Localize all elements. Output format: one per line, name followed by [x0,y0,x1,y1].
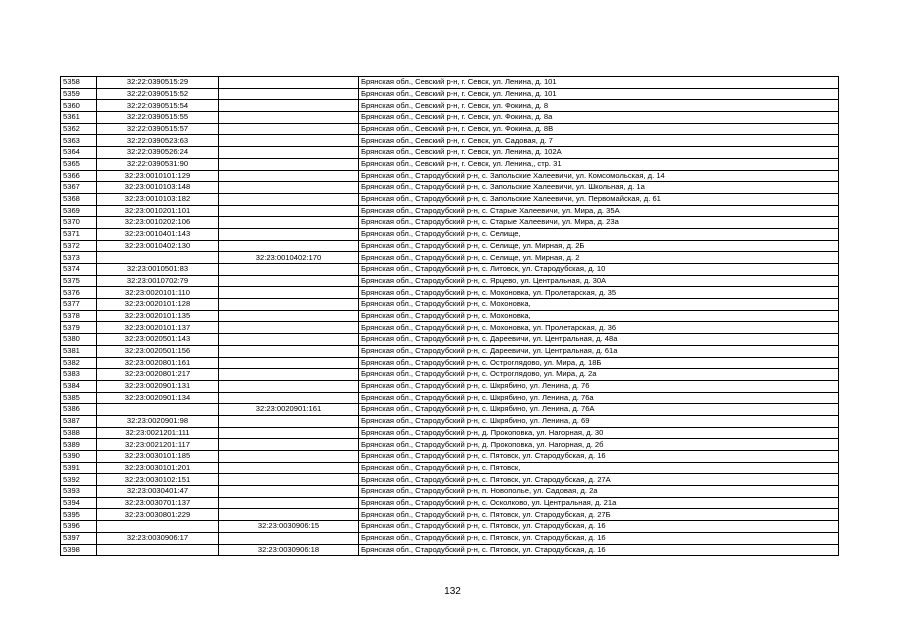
row-number-cell: 5366 [61,170,97,182]
cadastral-number-alt-cell [219,240,359,252]
cadastral-number-cell: 32:23:0020501:143 [97,334,219,346]
address-cell: Брянская обл., Стародубский р-н, с. Шкрябино, ул. Ленина, д. 76А [359,404,839,416]
table-row [61,392,839,404]
row-number-cell: 5373 [61,252,97,264]
table-row [61,158,839,170]
table-row [61,123,839,135]
address-cell: Брянская обл., Стародубский р-н, с. Литовск, ул. Стародубская, д. 10 [359,264,839,276]
cadastral-number-cell: 32:23:0030801:229 [97,509,219,521]
table-row [61,287,839,299]
cadastral-number-cell: 32:23:0010103:182 [97,193,219,205]
cadastral-number-cell [97,404,219,416]
row-number-cell: 5378 [61,310,97,322]
cadastral-number-alt-cell [219,509,359,521]
cadastral-number-cell: 32:23:0020101:135 [97,310,219,322]
address-cell: Брянская обл., Стародубский р-н, с. Запольские Халеевичи, ул. Школьная, д. 1а [359,182,839,194]
table-row [61,299,839,311]
cadastral-number-alt-cell [219,147,359,159]
address-cell: Брянская обл., Севский р-н, г. Севск, ул. Ленина, д. 101 [359,88,839,100]
cadastral-number-alt-cell [219,88,359,100]
address-cell: Брянская обл., Севский р-н, г. Севск, ул. Ленина, д. 101 [359,77,839,89]
row-number-cell: 5374 [61,264,97,276]
table-row [61,415,839,427]
cadastral-number-cell: 32:23:0010402:130 [97,240,219,252]
table-row [61,275,839,287]
row-number-cell: 5383 [61,369,97,381]
address-cell: Брянская обл., Севский р-н, г. Севск, ул. Ленина,, стр. 31 [359,158,839,170]
row-number-cell: 5387 [61,415,97,427]
table-row [61,486,839,498]
cadastral-number-cell: 32:23:0030101:201 [97,462,219,474]
cadastral-number-alt-cell [219,123,359,135]
address-cell: Брянская обл., Севский р-н, г. Севск, ул. Фокина, д. 8В [359,123,839,135]
table-row [61,240,839,252]
row-number-cell: 5369 [61,205,97,217]
row-number-cell: 5398 [61,544,97,556]
cadastral-number-cell: 32:22:0390515:52 [97,88,219,100]
address-cell: Брянская обл., Стародубский р-н, с. Запольские Халеевичи, ул. Комсомольская, д. 14 [359,170,839,182]
table-row [61,345,839,357]
cadastral-number-alt-cell [219,310,359,322]
address-cell: Брянская обл., Стародубский р-н, с. Селище, ул. Мирная, д. 2Б [359,240,839,252]
cadastral-number-cell: 32:23:0010501:83 [97,264,219,276]
table-row [61,427,839,439]
cadastral-number-cell: 32:22:0390526:24 [97,147,219,159]
cadastral-number-cell [97,544,219,556]
address-cell: Брянская обл., Стародубский р-н, с. Дареевичи, ул. Центральная, д. 48а [359,334,839,346]
address-cell: Брянская обл., Стародубский р-н, с. Шкрябино, ул. Ленина, д. 76 [359,380,839,392]
cadastral-number-cell: 32:22:0390523:63 [97,135,219,147]
table-row [61,147,839,159]
cadastral-number-cell: 32:23:0010202:106 [97,217,219,229]
address-cell: Брянская обл., Стародубский р-н, с. Пятовск, ул. Стародубская, д. 16 [359,521,839,533]
row-number-cell: 5363 [61,135,97,147]
cadastral-number-alt-cell [219,287,359,299]
table-row [61,462,839,474]
table-row [61,310,839,322]
cadastral-number-alt-cell [219,486,359,498]
cadastral-number-cell: 32:23:0020101:137 [97,322,219,334]
address-cell: Брянская обл., Стародубский р-н, с. Ярцево, ул. Центральная, д. 30А [359,275,839,287]
table-row [61,100,839,112]
row-number-cell: 5360 [61,100,97,112]
row-number-cell: 5391 [61,462,97,474]
page-number: 132 [444,586,461,597]
cadastral-number-alt-cell [219,275,359,287]
cadastral-number-alt-cell [219,345,359,357]
cadastral-number-cell: 32:23:0030102:151 [97,474,219,486]
register-table-body [61,77,839,556]
row-number-cell: 5394 [61,497,97,509]
cadastral-number-alt-cell [219,228,359,240]
cadastral-number-cell: 32:23:0020101:110 [97,287,219,299]
row-number-cell: 5376 [61,287,97,299]
table-row [61,451,839,463]
row-number-cell: 5389 [61,439,97,451]
cadastral-number-cell: 32:23:0010101:129 [97,170,219,182]
cadastral-number-alt-cell: 32:23:0010402:170 [219,252,359,264]
address-cell: Брянская обл., Стародубский р-н, с. Селище, [359,228,839,240]
row-number-cell: 5380 [61,334,97,346]
cadastral-number-cell [97,252,219,264]
cadastral-number-alt-cell [219,264,359,276]
cadastral-number-alt-cell: 32:23:0030906:15 [219,521,359,533]
address-cell: Брянская обл., Стародубский р-н, с. Пятовск, [359,462,839,474]
row-number-cell: 5379 [61,322,97,334]
row-number-cell: 5372 [61,240,97,252]
address-cell: Брянская обл., Стародубский р-н, с. Пятовск, ул. Стародубская, д. 27А [359,474,839,486]
cadastral-number-alt-cell [219,170,359,182]
table-row [61,182,839,194]
address-cell: Брянская обл., Стародубский р-н, д. Прокоповка, ул. Нагорная, д. 2б [359,439,839,451]
address-cell: Брянская обл., Стародубский р-н, с. Пятовск, ул. Стародубская, д. 16 [359,532,839,544]
table-row [61,322,839,334]
cadastral-number-alt-cell [219,193,359,205]
row-number-cell: 5392 [61,474,97,486]
address-cell: Брянская обл., Стародубский р-н, с. Мохоновка, [359,299,839,311]
row-number-cell: 5368 [61,193,97,205]
cadastral-number-cell: 32:23:0010702:79 [97,275,219,287]
address-cell: Брянская обл., Стародубский р-н, с. Дареевичи, ул. Центральная, д. 61а [359,345,839,357]
cadastral-number-cell: 32:23:0010201:101 [97,205,219,217]
address-cell: Брянская обл., Стародубский р-н, с. Пятовск, ул. Стародубская, д. 16 [359,544,839,556]
row-number-cell: 5395 [61,509,97,521]
row-number-cell: 5377 [61,299,97,311]
row-number-cell: 5393 [61,486,97,498]
table-row [61,474,839,486]
row-number-cell: 5362 [61,123,97,135]
cadastral-number-cell [97,521,219,533]
table-row [61,521,839,533]
row-number-cell: 5388 [61,427,97,439]
table-row [61,334,839,346]
cadastral-number-alt-cell [219,135,359,147]
cadastral-number-alt-cell: 32:23:0020901:161 [219,404,359,416]
table-row [61,404,839,416]
cadastral-number-cell: 32:23:0030401:47 [97,486,219,498]
cadastral-number-cell: 32:22:0390515:55 [97,112,219,124]
cadastral-number-alt-cell [219,100,359,112]
address-cell: Брянская обл., Стародубский р-н, с. Шкрябино, ул. Ленина, д. 69 [359,415,839,427]
cadastral-number-alt-cell: 32:23:0030906:18 [219,544,359,556]
cadastral-number-cell: 32:23:0020801:161 [97,357,219,369]
row-number-cell: 5382 [61,357,97,369]
address-cell: Брянская обл., Севский р-н, г. Севск, ул. Фокина, д. 8 [359,100,839,112]
cadastral-number-alt-cell [219,334,359,346]
row-number-cell: 5370 [61,217,97,229]
row-number-cell: 5364 [61,147,97,159]
cadastral-number-alt-cell [219,357,359,369]
table-row [61,205,839,217]
cadastral-number-alt-cell [219,439,359,451]
cadastral-number-cell: 32:23:0021201:117 [97,439,219,451]
row-number-cell: 5375 [61,275,97,287]
cadastral-number-alt-cell [219,462,359,474]
cadastral-number-cell: 32:22:0390515:54 [97,100,219,112]
table-row [61,193,839,205]
address-cell: Брянская обл., Стародубский р-н, д. Прокоповка, ул. Нагорная, д. 30 [359,427,839,439]
cadastral-number-cell: 32:22:0390515:29 [97,77,219,89]
cadastral-number-cell: 32:23:0030701:137 [97,497,219,509]
table-row [61,357,839,369]
address-cell: Брянская обл., Стародубский р-н, с. Мохоновка, ул. Пролетарская, д. 36 [359,322,839,334]
cadastral-number-alt-cell [219,497,359,509]
cadastral-number-cell: 32:23:0020801:217 [97,369,219,381]
row-number-cell: 5365 [61,158,97,170]
table-row [61,170,839,182]
table-row [61,497,839,509]
row-number-cell: 5359 [61,88,97,100]
address-cell: Брянская обл., Стародубский р-н, с. Старые Халеевичи, ул. Мира, д. 35А [359,205,839,217]
table-row [61,544,839,556]
cadastral-number-cell: 32:23:0010103:148 [97,182,219,194]
cadastral-number-alt-cell [219,532,359,544]
cadastral-number-alt-cell [219,205,359,217]
address-cell: Брянская обл., Стародубский р-н, с. Селище, ул. Мирная, д. 2 [359,252,839,264]
address-cell: Брянская обл., Стародубский р-н, с. Мохоновка, [359,310,839,322]
cadastral-number-alt-cell [219,380,359,392]
address-cell: Брянская обл., Стародубский р-н, с. Мохоновка, ул. Пролетарская, д. 35 [359,287,839,299]
cadastral-number-alt-cell [219,77,359,89]
row-number-cell: 5381 [61,345,97,357]
address-cell: Брянская обл., Стародубский р-н, с. Остроглядово, ул. Мира, д. 18Б [359,357,839,369]
cadastral-number-cell: 32:22:0390515:57 [97,123,219,135]
cadastral-number-alt-cell [219,451,359,463]
cadastral-number-alt-cell [219,369,359,381]
table-row [61,369,839,381]
cadastral-number-cell: 32:23:0021201:111 [97,427,219,439]
table-row [61,88,839,100]
table-row [61,264,839,276]
row-number-cell: 5371 [61,228,97,240]
address-cell: Брянская обл., Севский р-н, г. Севск, ул. Фокина, д. 8а [359,112,839,124]
cadastral-number-alt-cell [219,415,359,427]
table-row [61,135,839,147]
table-row [61,112,839,124]
row-number-cell: 5390 [61,451,97,463]
row-number-cell: 5367 [61,182,97,194]
cadastral-number-cell: 32:22:0390531:90 [97,158,219,170]
address-cell: Брянская обл., Севский р-н, г. Севск, ул. Садовая, д. 7 [359,135,839,147]
cadastral-number-alt-cell [219,158,359,170]
address-cell: Брянская обл., Стародубский р-н, с. Пятовск, ул. Стародубская, д. 16 [359,451,839,463]
address-cell: Брянская обл., Стародубский р-н, с. Осколково, ул. Центральная, д. 21а [359,497,839,509]
table-row [61,77,839,89]
address-cell: Брянская обл., Стародубский р-н, с. Старые Халеевичи, ул. Мира, д. 23а [359,217,839,229]
cadastral-number-cell: 32:23:0020501:156 [97,345,219,357]
table-row [61,532,839,544]
cadastral-number-alt-cell [219,322,359,334]
table-row [61,217,839,229]
address-cell: Брянская обл., Стародубский р-н, с. Пятовск, ул. Стародубская, д. 27Б [359,509,839,521]
table-row [61,252,839,264]
cadastral-number-alt-cell [219,392,359,404]
cadastral-number-alt-cell [219,299,359,311]
row-number-cell: 5361 [61,112,97,124]
row-number-cell: 5386 [61,404,97,416]
row-number-cell: 5358 [61,77,97,89]
cadastral-number-alt-cell [219,182,359,194]
cadastral-number-alt-cell [219,427,359,439]
table-row [61,380,839,392]
cadastral-number-cell: 32:23:0010401:143 [97,228,219,240]
address-cell: Брянская обл., Стародубский р-н, с. Запольские Халеевичи, ул. Первомайская, д. 61 [359,193,839,205]
row-number-cell: 5396 [61,521,97,533]
cadastral-number-cell: 32:23:0020101:128 [97,299,219,311]
cadastral-number-cell: 32:23:0020901:131 [97,380,219,392]
property-register-table [60,76,839,556]
cadastral-number-cell: 32:23:0030101:185 [97,451,219,463]
address-cell: Брянская обл., Стародубский р-н, с. Остроглядово, ул. Мира, д. 2а [359,369,839,381]
cadastral-number-alt-cell [219,217,359,229]
cadastral-number-cell: 32:23:0020901:98 [97,415,219,427]
row-number-cell: 5384 [61,380,97,392]
row-number-cell: 5397 [61,532,97,544]
cadastral-number-alt-cell [219,474,359,486]
cadastral-number-alt-cell [219,112,359,124]
table-row [61,439,839,451]
address-cell: Брянская обл., Севский р-н, г. Севск, ул. Ленина, д. 102А [359,147,839,159]
table-row [61,509,839,521]
address-cell: Брянская обл., Стародубский р-н, п. Новополье, ул. Садовая, д. 2а [359,486,839,498]
address-cell: Брянская обл., Стародубский р-н, с. Шкрябино, ул. Ленина, д. 76а [359,392,839,404]
table-row [61,228,839,240]
cadastral-number-cell: 32:23:0020901:134 [97,392,219,404]
cadastral-number-cell: 32:23:0030906:17 [97,532,219,544]
row-number-cell: 5385 [61,392,97,404]
